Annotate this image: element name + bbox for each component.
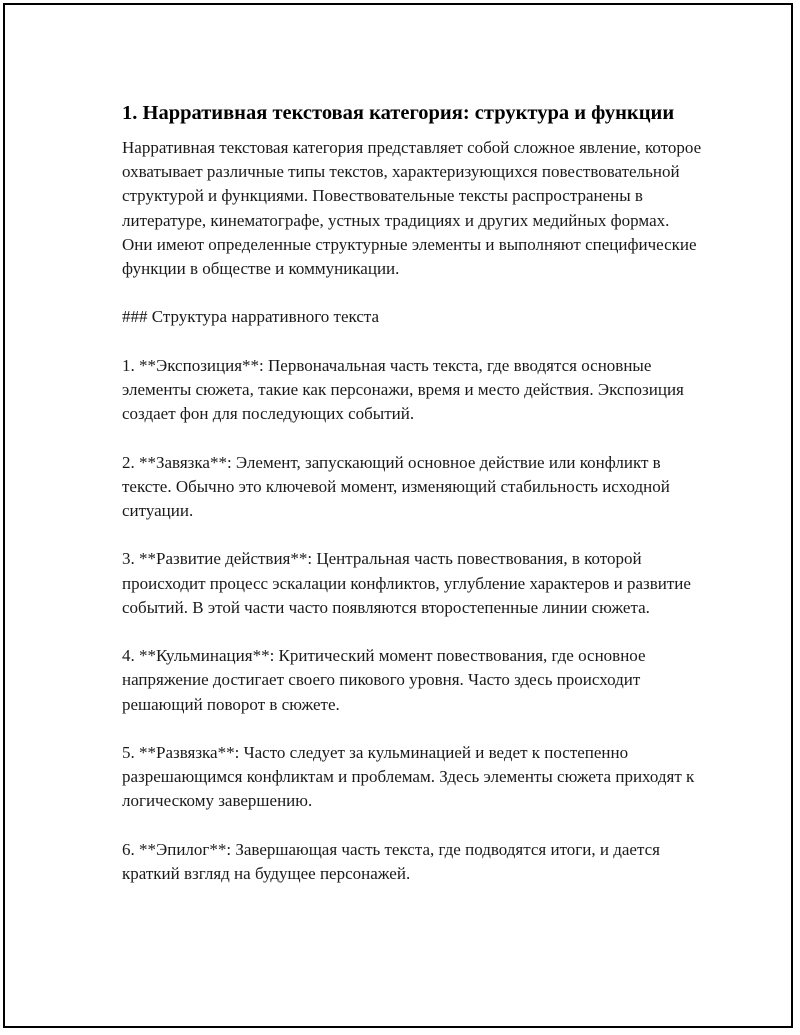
- document-page: [3, 3, 793, 1028]
- list-item-rising-action: 3. **Развитие действия**: Центральная часть повествования, в которой происходит процесс эскалации конфликтов, углубление характеров и развитие событий. В этой части часто появляются второстепенные линии сюжета.: [122, 549, 691, 617]
- paragraph-gap: [122, 814, 702, 838]
- document-content: [122, 100, 702, 886]
- paragraph-gap: [122, 523, 702, 547]
- list-item-exposition: 1. **Экспозиция**: Первоначальная часть текста, где вводятся основные элементы сюжета, такие как персонажи, время и место действия. Экспозиция создает фон для последующих событий.: [122, 355, 684, 424]
- paragraph-gap: [122, 426, 702, 450]
- paragraph-gap: [122, 281, 702, 305]
- paragraph-gap: [122, 330, 702, 354]
- document-title: 1. Нарративная текстовая категория: структура и функции: [122, 102, 675, 124]
- paragraph-gap: [122, 620, 702, 644]
- list-item-setup: 2. **Завязка**: Элемент, запускающий основное действие или конфликт в тексте. Обычно это ключевой момент, изменяющий стабильность исходной ситуации.: [122, 452, 670, 520]
- section-heading: ### Структура нарративного текста: [122, 307, 380, 327]
- paragraph-gap: [122, 717, 702, 741]
- list-item-climax: 4. **Кульминация**: Критический момент повествования, где основное напряжение достигает своего пикового уровня. Часто здесь происходит решающий поворот в сюжете.: [122, 646, 646, 714]
- intro-paragraph: Нарративная текстовая категория представляет собой сложное явление, которое охватывает различные типы текстов, характеризующихся повествовательной структурой и функциями. Повествовательные тексты распространены в литературе, кинематографе, устных традициях и других медийных формах. Они имеют определенные структурные элементы и выполняют специфические функции в обществе и коммуникации.: [122, 138, 702, 279]
- list-item-resolution: 5. **Развязка**: Часто следует за кульминацией и ведет к постепенно разрешающимся конфликтам и проблемам. Здесь элементы сюжета приходят к логическому завершению.: [122, 742, 695, 811]
- list-item-epilogue: 6. **Эпилог**: Завершающая часть текста, где подводятся итоги, и дается краткий взгляд на будущее персонажей.: [122, 839, 660, 883]
